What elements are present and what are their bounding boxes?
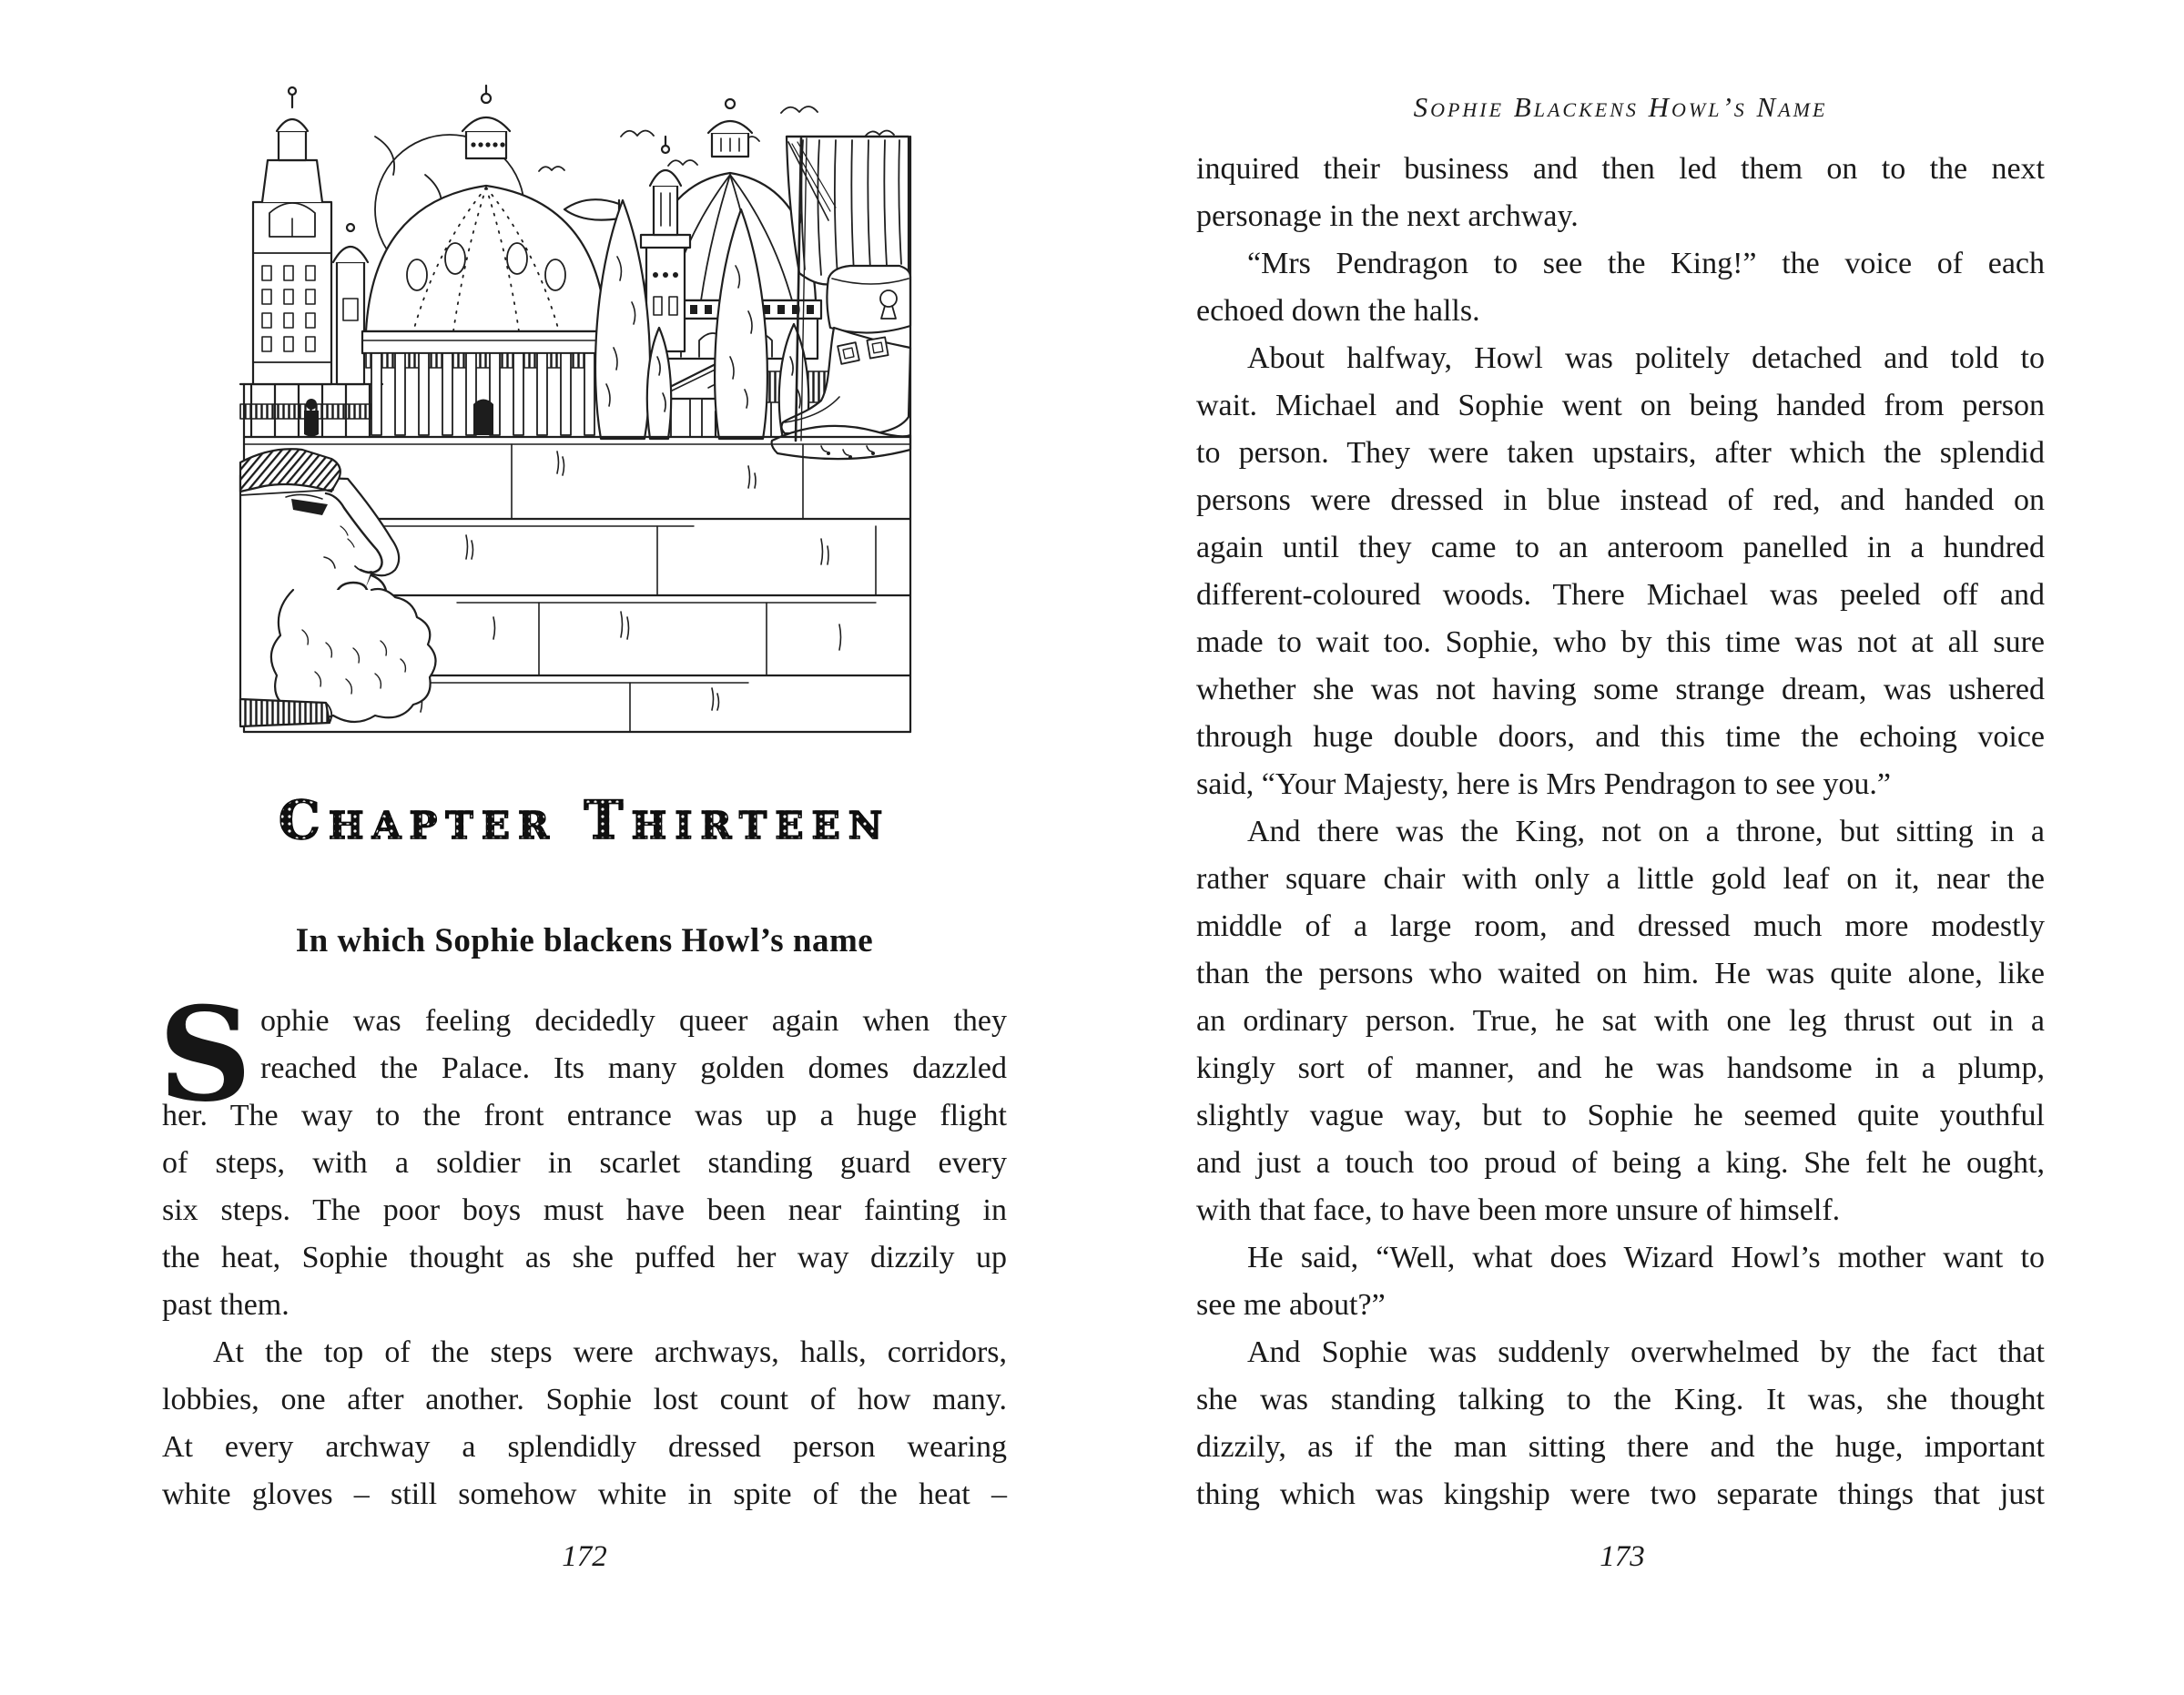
text-line: And Sophie was suddenly overwhelmed by the fact that (1247, 1335, 2045, 1369)
text-line: said, “Your Majesty, here is Mrs Pendragon to see you.” (1196, 767, 1891, 801)
paragraph (162, 1329, 1007, 1518)
text-line: past them. (162, 1288, 290, 1322)
text-line: personage in the next archway. (1196, 199, 1579, 233)
text-line: than the persons who waited on him. He was quite alone, like (1196, 957, 2045, 990)
left-body-text (158, 979, 1007, 1518)
text-line: echoed down the halls. (1196, 294, 1480, 328)
chapter-subtitle: In which Sophie blackens Howl’s name (295, 921, 874, 959)
text-line: to person. They were taken upstairs, after which the splendid (1196, 436, 2045, 470)
paragraph (1196, 808, 2045, 1234)
text-line: white gloves – still somehow white in spite of the heat – (162, 1477, 1007, 1511)
text-line: At the top of the steps were archways, halls, corridors, (213, 1335, 1007, 1369)
text-line: kingly sort of manner, and he was handsome in a plump, (1196, 1051, 2045, 1085)
paragraph (1196, 1329, 2045, 1518)
chapter-heading: Chapter Thirteen (162, 791, 1007, 849)
right-body-text (1196, 146, 2045, 1518)
text-line: And there was the King, not on a throne, but sitting in a (1247, 815, 2045, 848)
text-line: ophie was feeling decidedly queer again when they (260, 1004, 1007, 1038)
text-line: He said, “Well, what does Wizard Howl’s mother want to (1247, 1241, 2045, 1274)
text-line: At every archway a splendidly dressed person wearing (162, 1430, 1007, 1464)
text-line: dizzily, as if the man sitting there and the huge, important (1196, 1430, 2045, 1464)
text-line: slightly vague way, but to Sophie he seemed quite youthful (1196, 1099, 2045, 1132)
text-line: the heat, Sophie thought as she puffed her way dizzily up (162, 1241, 1007, 1274)
text-line: persons were dressed in blue instead of red, and handed on (1196, 483, 2045, 517)
right-page-number: 173 (1600, 1540, 1645, 1573)
text-line: different-coloured woods. There Michael was peeled off and (1196, 578, 2045, 612)
paragraph (1196, 335, 2045, 808)
paragraph (1196, 1234, 2045, 1329)
paragraph (158, 979, 1007, 1329)
text-line: rather square chair with only a little gold leaf on it, near the (1196, 862, 2045, 896)
text-line: lobbies, one after another. Sophie lost count of how many. (162, 1383, 1007, 1416)
left-page-number: 172 (562, 1540, 607, 1573)
text-line: she was standing talking to the King. It was, she thought (1196, 1383, 2045, 1416)
palace-steps-illustration (239, 84, 912, 736)
text-line: of steps, with a soldier in scarlet standing guard every (162, 1146, 1007, 1180)
running-header: Sophie Blackens Howl’s Name (1413, 91, 1828, 123)
text-line: her. The way to the front entrance was up a huge flight (162, 1099, 1007, 1132)
text-line: and just a touch too proud of being a king. She felt he ought, (1196, 1146, 2045, 1180)
text-line: About halfway, Howl was politely detached and told to (1247, 341, 2045, 375)
drop-cap: S (158, 979, 252, 1131)
text-line: wait. Michael and Sophie went on being handed from person (1196, 389, 2045, 422)
text-line: made to wait too. Sophie, who by this time was not at all sure (1196, 625, 2045, 659)
paragraph (1196, 240, 2045, 335)
text-line: whether she was not having some strange dream, was ushered (1196, 673, 2045, 706)
text-line: reached the Palace. Its many golden domes dazzled (260, 1051, 1007, 1085)
text-line: thing which was kingship were two separate things that just (1196, 1477, 2045, 1511)
text-line: middle of a large room, and dressed much more modestly (1196, 909, 2045, 943)
text-line: see me about?” (1196, 1288, 1386, 1322)
paragraph (1196, 146, 2045, 240)
text-line: six steps. The poor boys must have been near fainting in (162, 1193, 1007, 1227)
text-line: again until they came to an anteroom panelled in a hundred (1196, 531, 2045, 564)
text-line: an ordinary person. True, he sat with one leg thrust out in a (1196, 1004, 2045, 1038)
text-line: inquired their business and then led them on to the next (1196, 152, 2045, 186)
text-line: “Mrs Pendragon to see the King!” the voice of each (1247, 247, 2045, 280)
text-line: through huge double doors, and this time the echoing voice (1196, 720, 2045, 754)
text-line: with that face, to have been more unsure of himself. (1196, 1193, 1841, 1227)
